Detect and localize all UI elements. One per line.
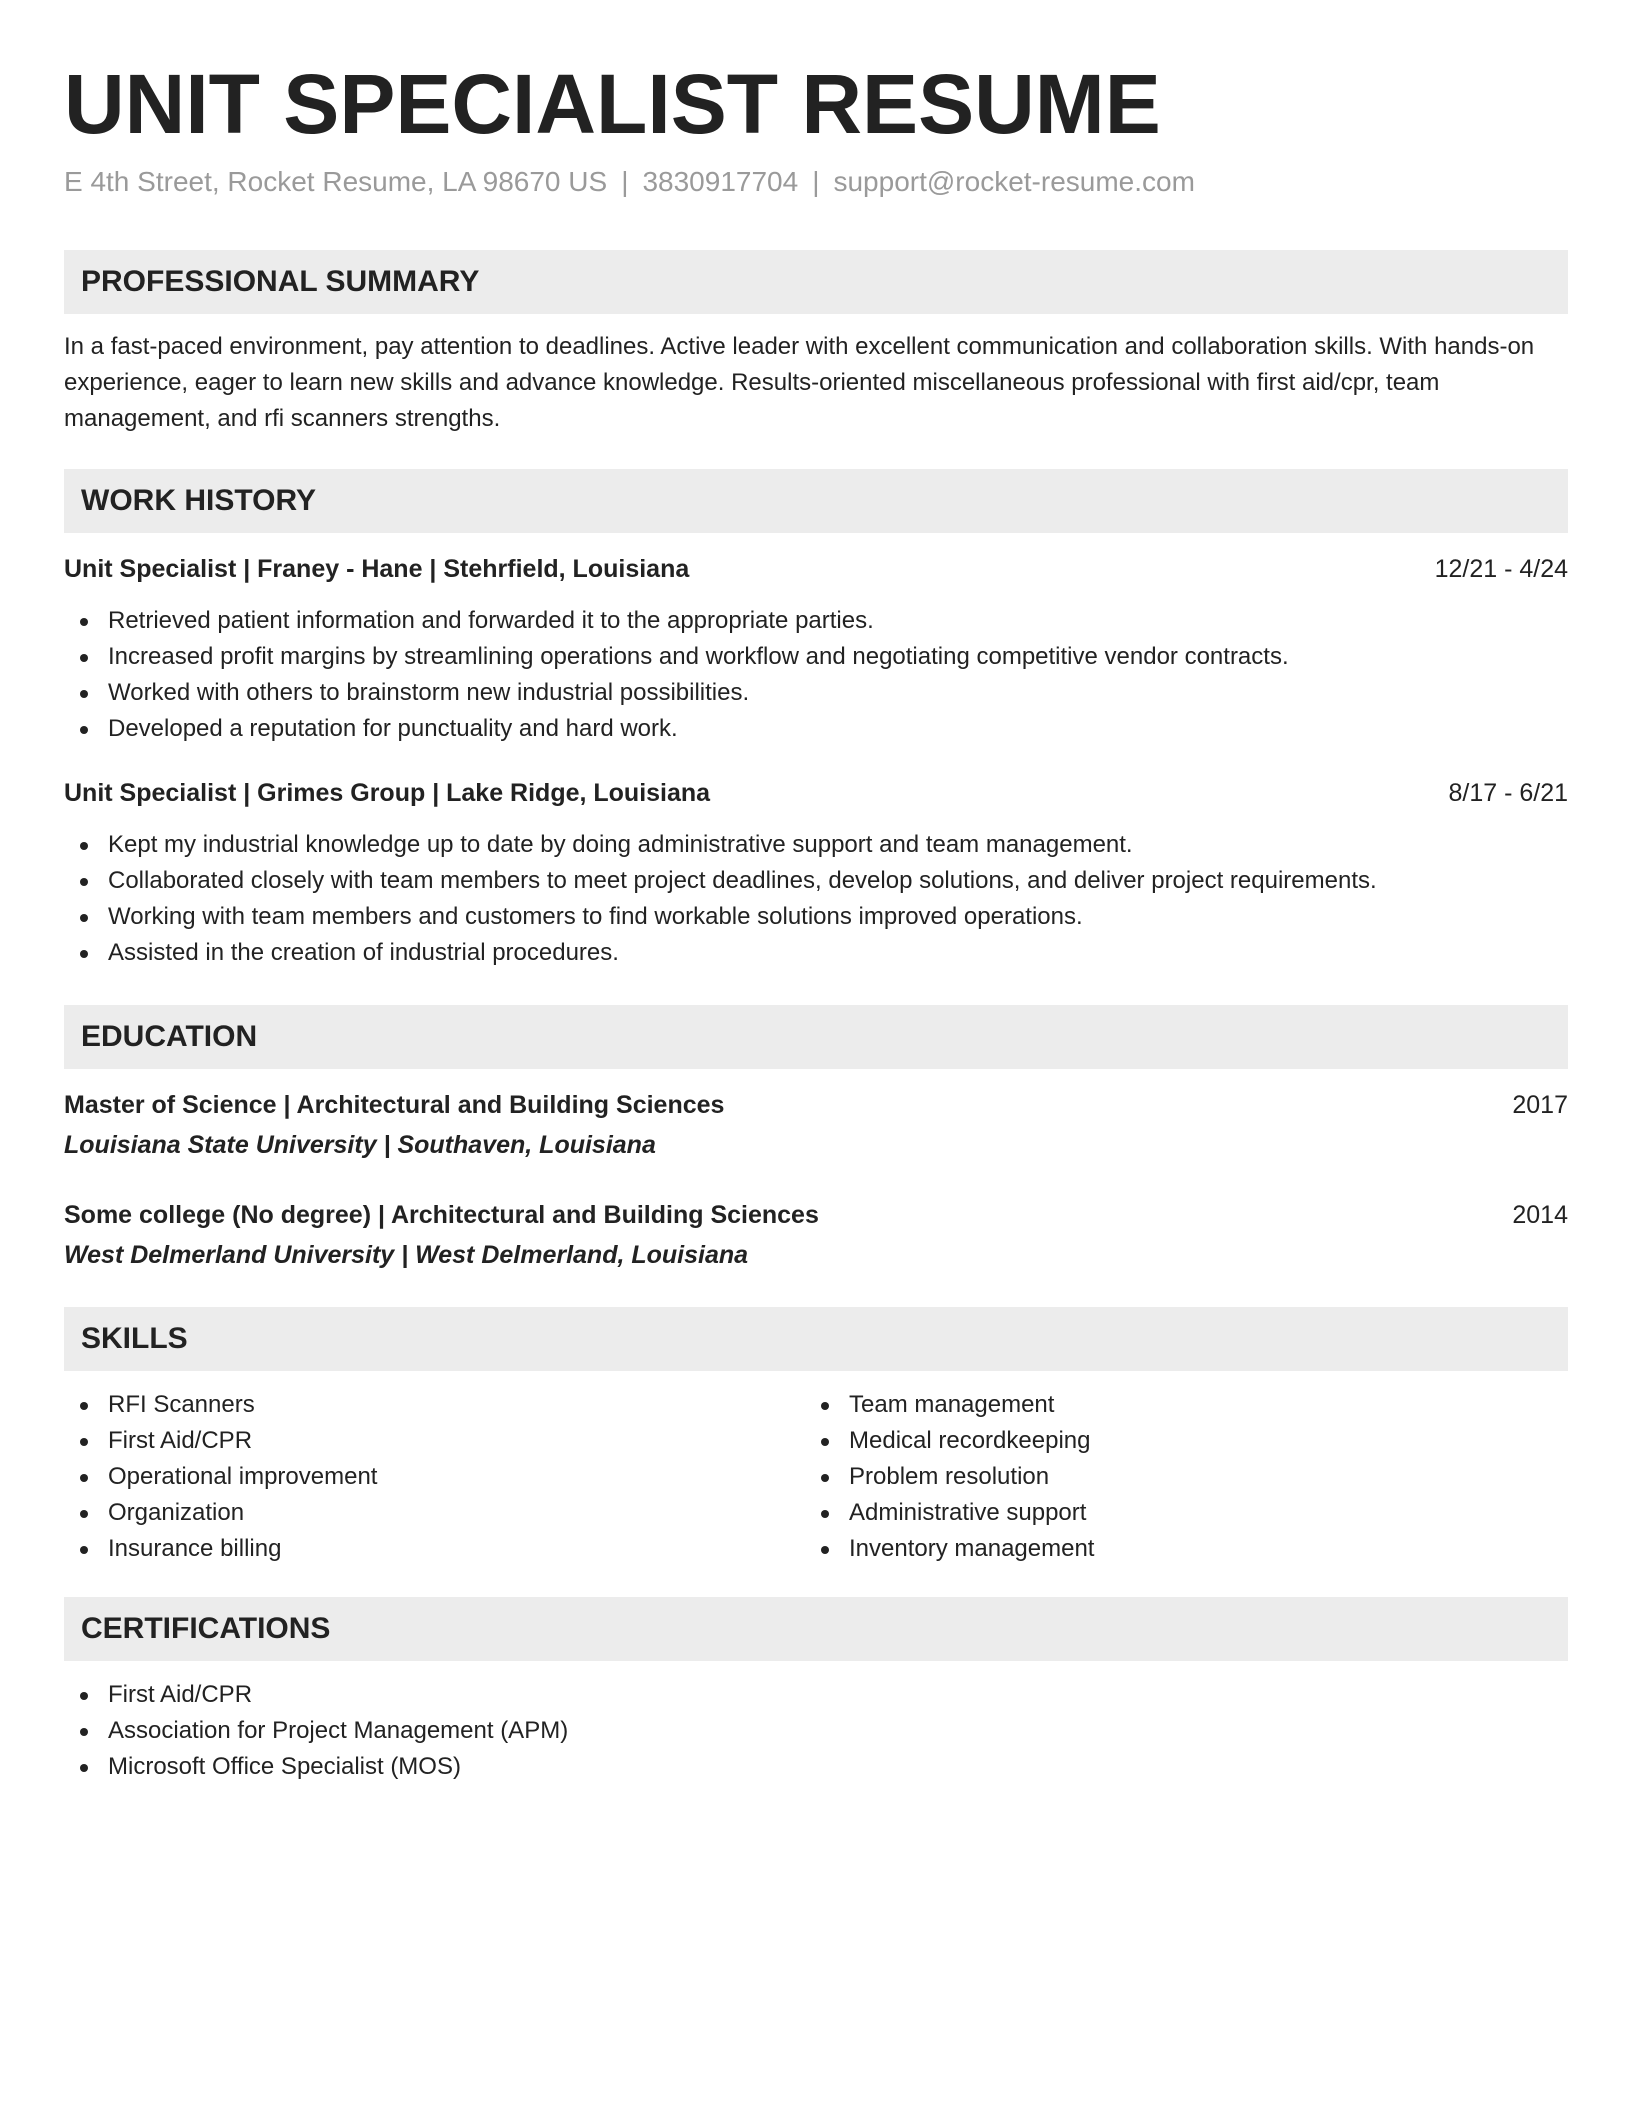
job-bullet-list <box>64 603 1568 747</box>
job-title: Unit Specialist | Grimes Group | Lake Ridge, Louisiana <box>64 779 711 807</box>
contact-phone: 3830917704 <box>642 166 799 197</box>
section-header-summary: PROFESSIONAL SUMMARY <box>64 250 1568 314</box>
job-entry-header <box>64 775 1568 811</box>
skill-item: Problem resolution <box>805 1459 1546 1495</box>
job-bullet: Kept my industrial knowledge up to date by doing administrative support and team management. <box>64 827 1568 863</box>
contact-address: E 4th Street, Rocket Resume, LA 98670 US <box>64 166 608 197</box>
certification-item: First Aid/CPR <box>64 1677 1568 1713</box>
job-bullet: Collaborated closely with team members to meet project deadlines, develop solutions, and deliver project requirements. <box>64 863 1568 899</box>
education-year: 2014 <box>1512 1201 1568 1229</box>
job-bullet: Working with team members and customers to find workable solutions improved operations. <box>64 899 1568 935</box>
skill-item: RFI Scanners <box>64 1387 805 1423</box>
skills-list-right <box>805 1387 1546 1567</box>
contact-separator: | <box>812 166 820 197</box>
contact-email: support@rocket-resume.com <box>833 166 1195 197</box>
skill-item: Insurance billing <box>64 1531 805 1567</box>
skill-item: Team management <box>805 1387 1546 1423</box>
job-bullet: Developed a reputation for punctuality and hard work. <box>64 711 1568 747</box>
skill-item: Operational improvement <box>64 1459 805 1495</box>
job-title: Unit Specialist | Franey - Hane | Stehrfield, Louisiana <box>64 555 690 583</box>
skill-item: Organization <box>64 1495 805 1531</box>
education-entry-header <box>64 1197 1568 1233</box>
contact-separator: | <box>621 166 629 197</box>
education-school: West Delmerland University | West Delmerland, Louisiana <box>64 1241 749 1269</box>
certification-item: Association for Project Management (APM) <box>64 1713 1568 1749</box>
job-bullet: Assisted in the creation of industrial procedures. <box>64 935 1568 971</box>
education-school: Louisiana State University | Southaven, Louisiana <box>64 1131 656 1159</box>
job-bullet: Increased profit margins by streamlining operations and workflow and negotiating competitive vendor contracts. <box>64 639 1568 675</box>
education-entry-header <box>64 1087 1568 1123</box>
education-year: 2017 <box>1512 1091 1568 1119</box>
job-bullet: Retrieved patient information and forwarded it to the appropriate parties. <box>64 603 1568 639</box>
section-header-certifications: CERTIFICATIONS <box>64 1597 1568 1661</box>
job-bullet-list <box>64 827 1568 971</box>
job-dates: 12/21 - 4/24 <box>1434 555 1568 583</box>
contact-line <box>64 162 1568 202</box>
section-header-education: EDUCATION <box>64 1005 1568 1069</box>
skill-item: Administrative support <box>805 1495 1546 1531</box>
skill-item: Medical recordkeeping <box>805 1423 1546 1459</box>
resume-title: UNIT SPECIALIST RESUME <box>64 57 1161 151</box>
certifications-list <box>64 1677 1568 1785</box>
job-entry-header <box>64 551 1568 587</box>
summary-text: In a fast-paced environment, pay attention to deadlines. Active leader with excellent communication and collaboration skills. With hands-on experience, eager to learn new skills and advance knowledge. Results-oriented miscellaneous professional with first aid/cpr, team management, and rfi scanners strengths. <box>64 333 1535 432</box>
section-header-skills: SKILLS <box>64 1307 1568 1371</box>
skills-columns <box>64 1387 1568 1567</box>
certification-item: Microsoft Office Specialist (MOS) <box>64 1749 1568 1785</box>
job-bullet: Worked with others to brainstorm new industrial possibilities. <box>64 675 1568 711</box>
education-degree: Some college (No degree) | Architectural and Building Sciences <box>64 1201 819 1229</box>
job-dates: 8/17 - 6/21 <box>1448 779 1568 807</box>
skill-item: First Aid/CPR <box>64 1423 805 1459</box>
skills-list-left <box>64 1387 805 1567</box>
skill-item: Inventory management <box>805 1531 1546 1567</box>
section-header-work-history: WORK HISTORY <box>64 469 1568 533</box>
education-degree: Master of Science | Architectural and Building Sciences <box>64 1091 725 1119</box>
